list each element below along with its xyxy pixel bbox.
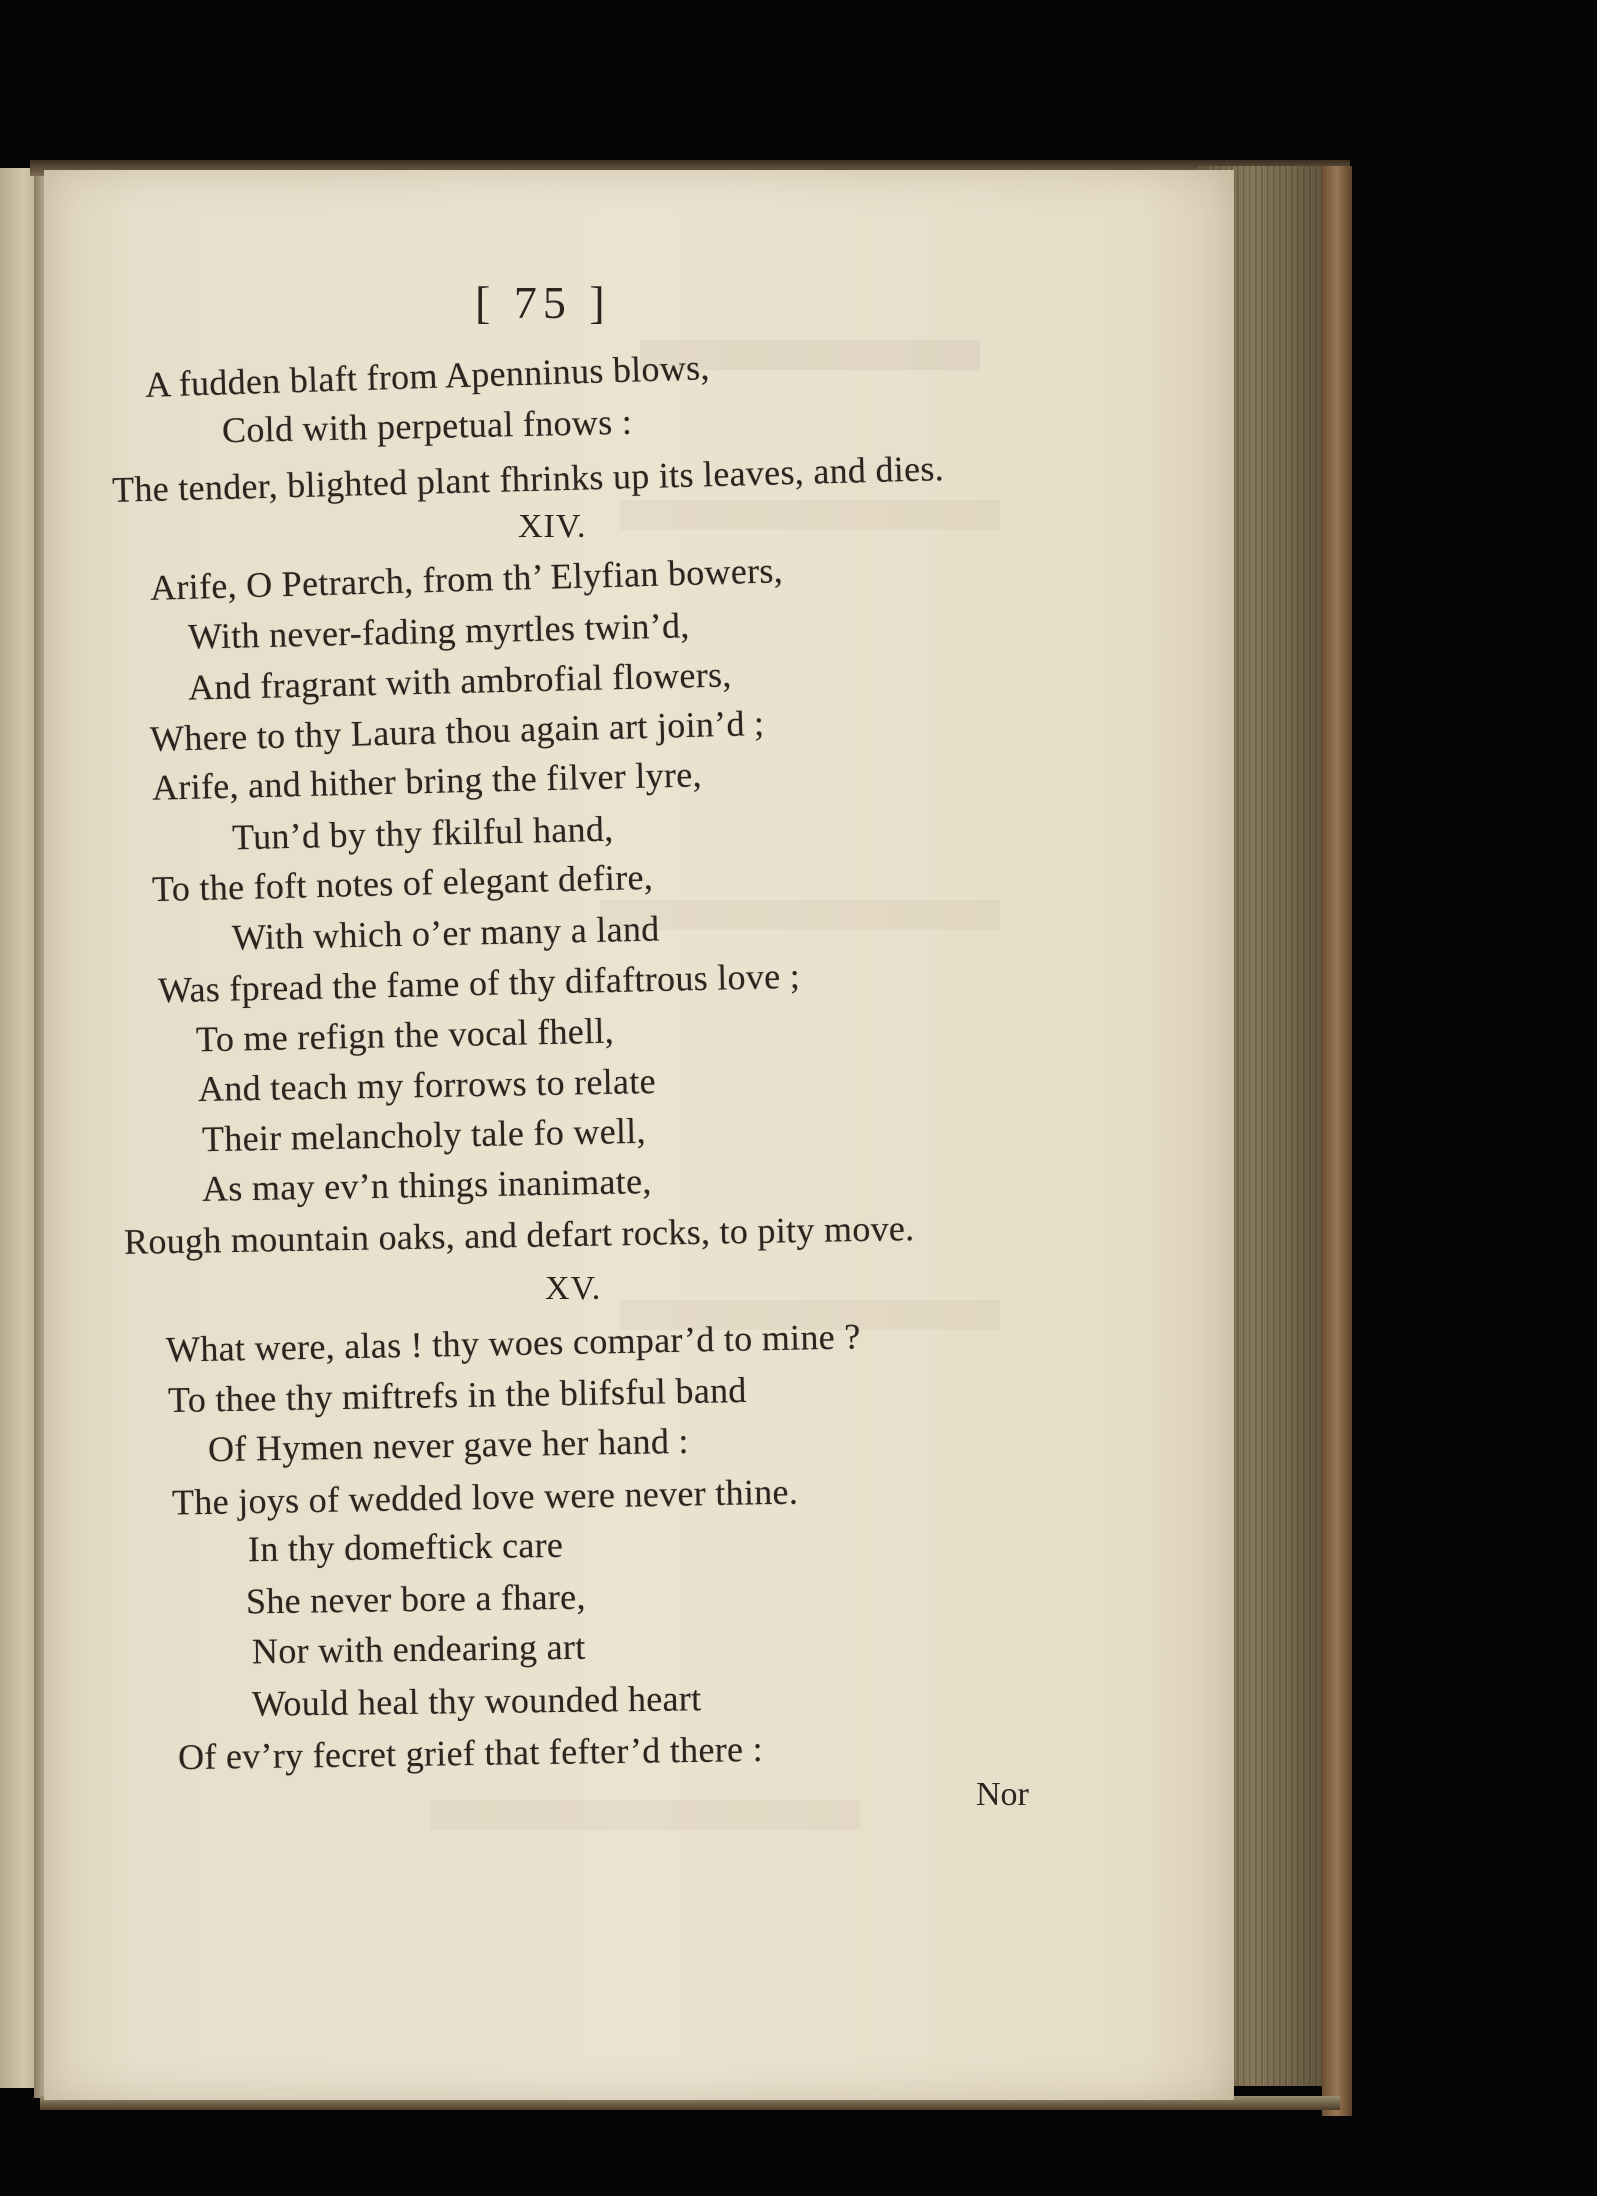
stanza-numeral-xiv: XIV. <box>518 508 587 545</box>
poem-line: Cold with perpetual fnows : <box>221 401 633 451</box>
poem-line: She never bore a fhare, <box>245 1576 586 1622</box>
page-number: [ 75 ] <box>475 277 611 328</box>
poem-line: What were, alas ! thy woes compar’d to mine ? <box>165 1316 861 1370</box>
poem-line: The joys of wedded love were never thine. <box>171 1471 799 1523</box>
poem-line: And teach my forrows to relate <box>197 1061 657 1109</box>
poem-line: The tender, blighted plant fhrinks up its leaves, and dies. <box>111 448 945 510</box>
poem-line: In thy domeftick care <box>247 1524 564 1570</box>
poem-line: Would heal thy wounded heart <box>251 1678 702 1724</box>
poem-line: Their melancholy tale fo well, <box>201 1110 647 1160</box>
poem-line: To me refign the vocal fhell, <box>195 1010 615 1060</box>
poem-line: As may ev’n things inanimate, <box>201 1161 652 1209</box>
poem-line: With never-fading myrtles twin’d, <box>187 605 690 657</box>
poem-line: Of Hymen never gave her hand : <box>207 1420 690 1470</box>
poem-line: To thee thy miftrefs in the blifsful band <box>167 1369 747 1421</box>
poem-line: Arife, and hither bring the filver lyre, <box>151 754 703 808</box>
poem-line: Tun’d by thy fkilful hand, <box>231 808 614 858</box>
stanza-numeral-xv: XV. <box>545 1270 602 1307</box>
poem-line: Arife, O Petrarch, from th’ Elyfian bowers, <box>149 550 784 608</box>
poem-line: With which o’er many a land <box>231 908 660 958</box>
book-cover-edge <box>1322 166 1352 2116</box>
poem-line: Of ev’ry fecret grief that fefter’d there : <box>177 1728 764 1778</box>
poem-line: Was fpread the fame of thy difaftrous love ; <box>157 955 801 1011</box>
poem-line: Where to thy Laura thou again art join’d ; <box>149 702 765 760</box>
poem-line: And fragrant with ambrofial flowers, <box>187 654 733 708</box>
poem-line: A fudden blaft from Apenninus blows, <box>144 347 711 405</box>
poem-line: Rough mountain oaks, and defart rocks, to pity move. <box>123 1208 915 1262</box>
catchword: Nor <box>976 1776 1029 1813</box>
poem-line: To the foft notes of elegant defire, <box>151 856 654 910</box>
poem-line: Nor with endearing art <box>251 1626 586 1672</box>
